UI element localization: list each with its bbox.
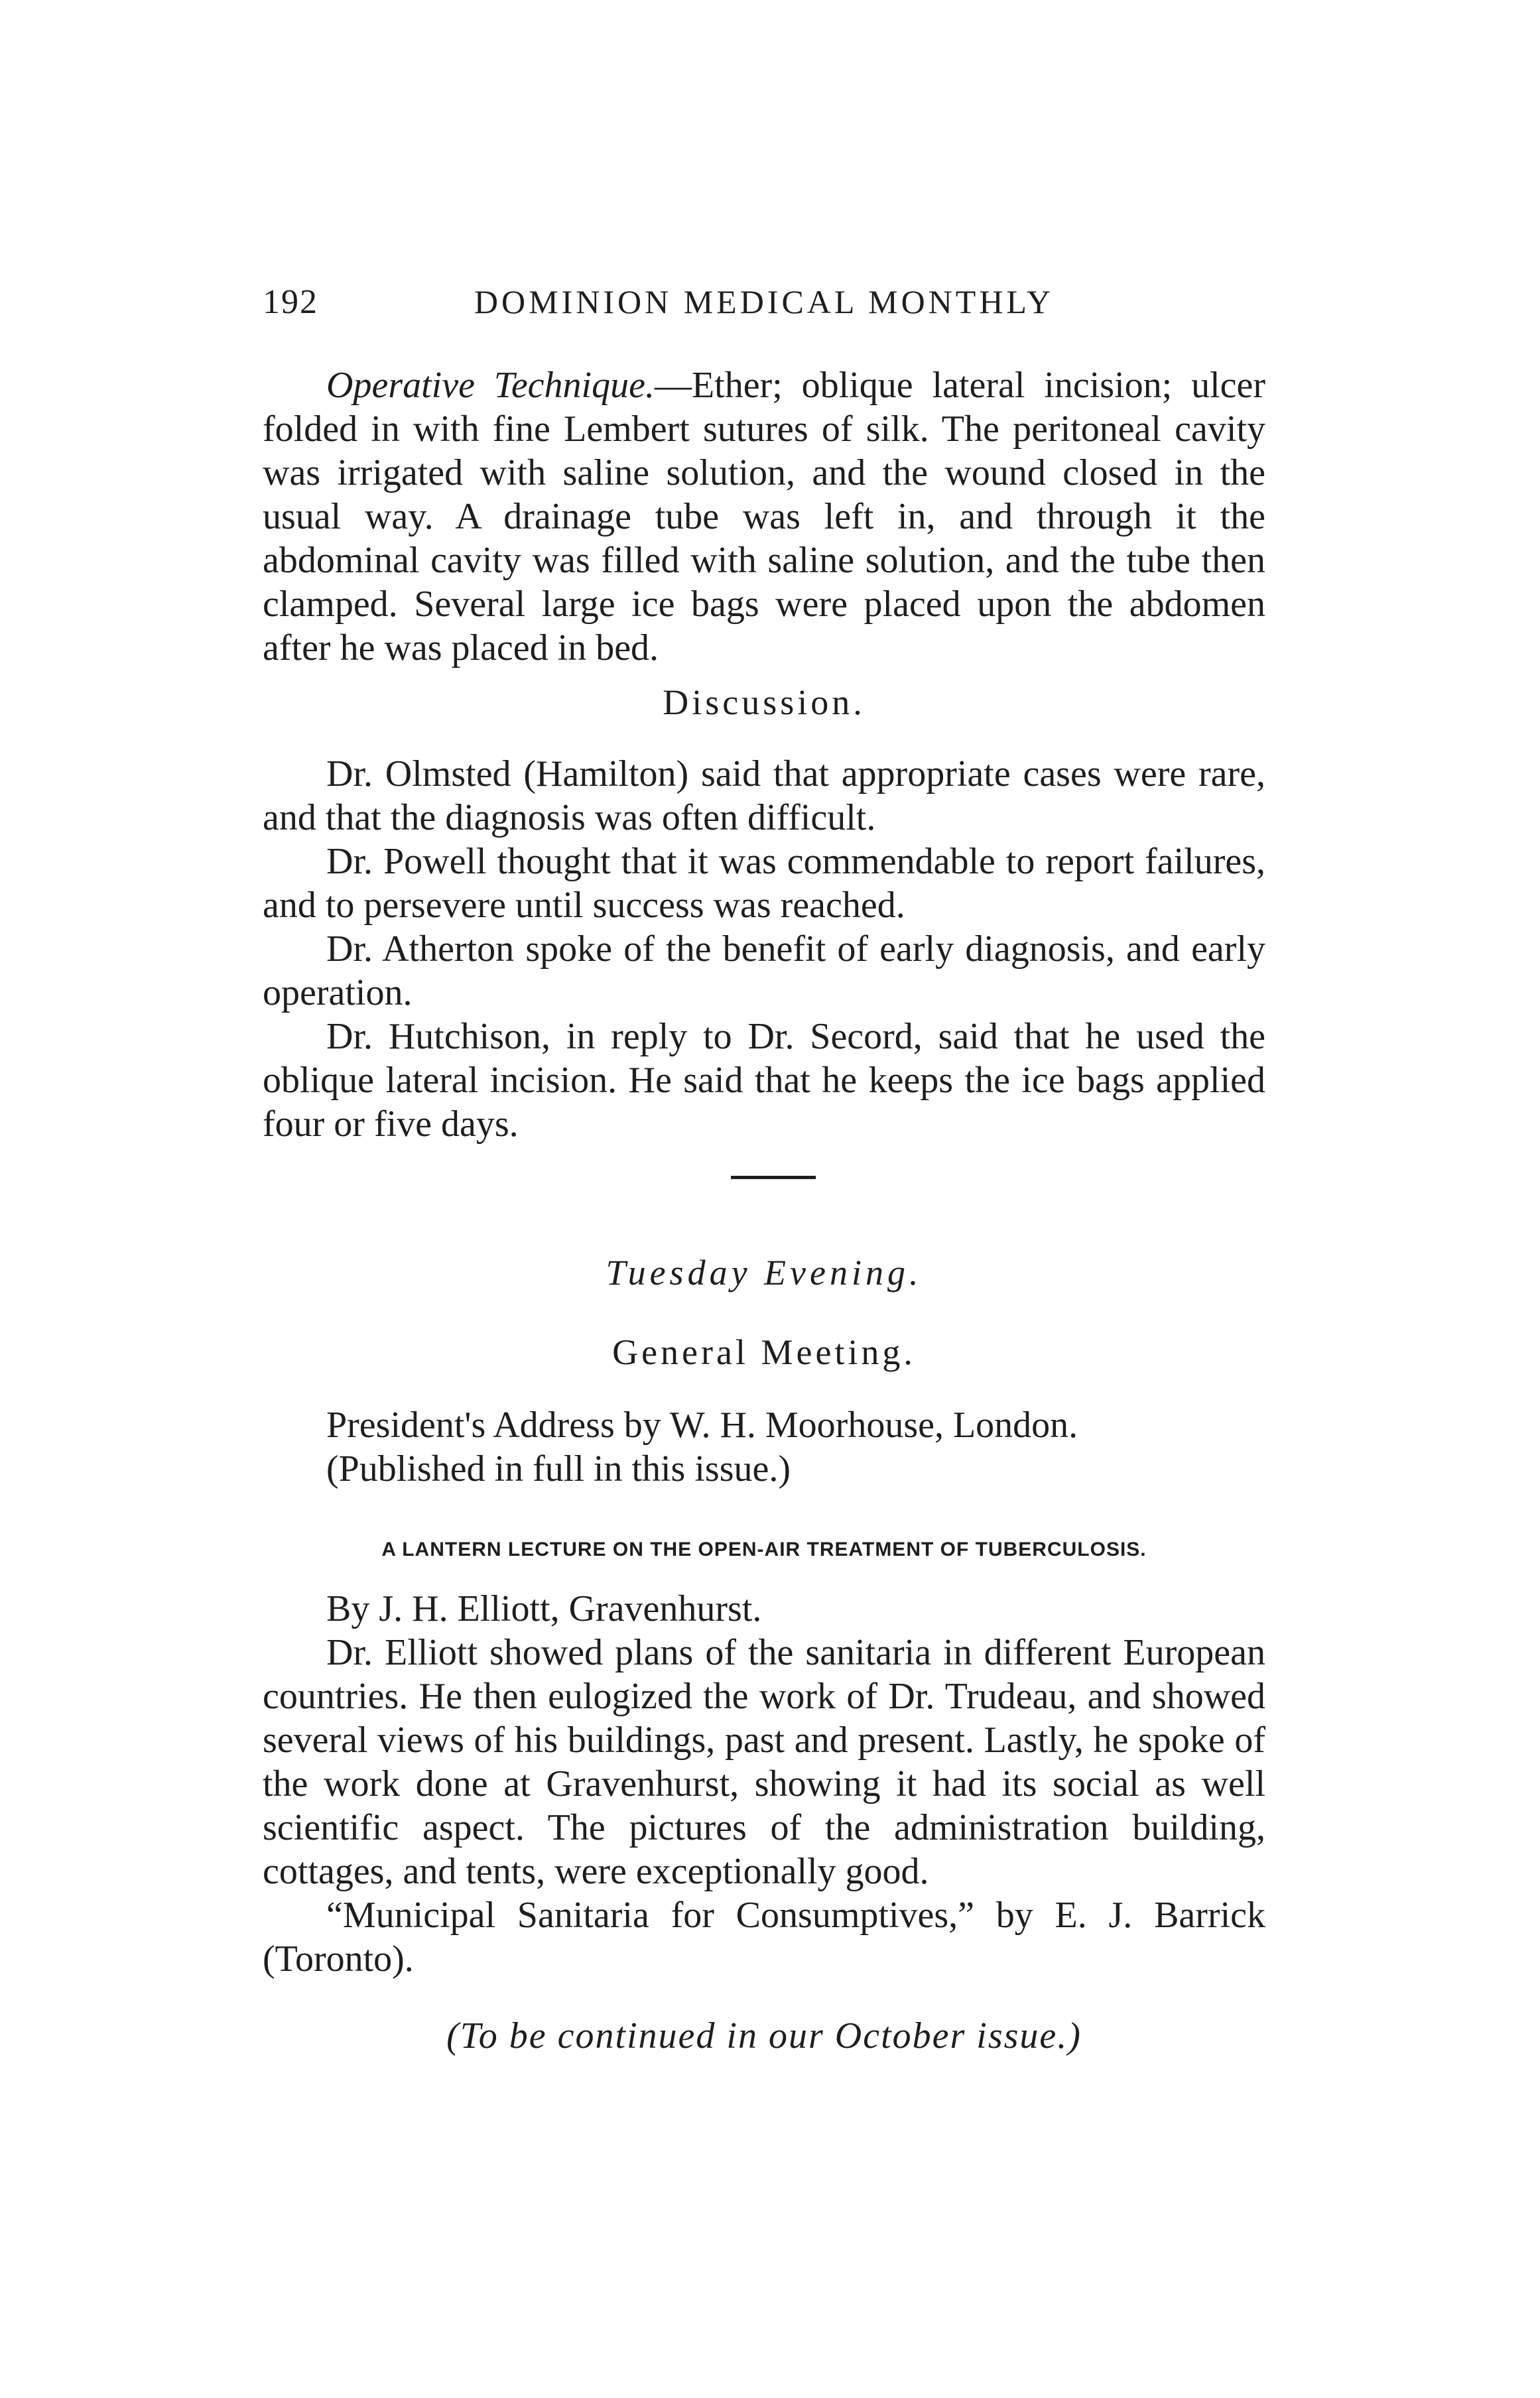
operative-technique-paragraph [263, 363, 1265, 670]
session-heading: Tuesday Evening. [606, 1253, 923, 1293]
presidents-address-line: President's Address by W. H. Moorhouse, London. [326, 1405, 1078, 1446]
operative-technique-label: Operative Technique. [326, 365, 655, 406]
discussion-paragraph-olmsted: Dr. Olmsted (Hamilton) said that appropriate cases were rare, and that the diagnosis was often difficult. [263, 753, 1265, 838]
discussion-paragraph-atherton: Dr. Atherton spoke of the benefit of early diagnosis, and early operation. [263, 928, 1265, 1013]
meeting-heading: General Meeting. [612, 1332, 916, 1372]
lecture-byline: By J. H. Elliott, Gravenhurst. [326, 1588, 762, 1629]
continued-note: (To be continued in our October issue.) [446, 2015, 1082, 2056]
presidents-address-section [263, 1403, 1265, 1491]
lecture-section [263, 1587, 1265, 1981]
lecture-paragraph-elliott: Dr. Elliott showed plans of the sanitaria in different European countries. He then eulogized the work of Dr. Trudeau, and showed several views of his buildings, past and present. Lastly, he spoke of the work done at Gravenhurst, showing it had its social as well scientific aspect. The pictures of the administration building, cottages, and tents, were exceptionally good. [263, 1632, 1265, 1892]
published-note: (Published in full in this issue.) [326, 1448, 791, 1489]
section-divider [731, 1176, 816, 1179]
discussion-heading: Discussion. [663, 682, 866, 722]
page-header [263, 283, 1265, 329]
operative-technique-section [263, 363, 1265, 670]
discussion-paragraph-hutchison: Dr. Hutchison, in reply to Dr. Secord, said that he used the oblique lateral incision. He said that he keeps the ice bags applied four or five days. [263, 1016, 1265, 1145]
discussion-paragraph-powell: Dr. Powell thought that it was commendable to report failures, and to persevere until success was reached. [263, 841, 1265, 926]
lecture-title: A LANTERN LECTURE ON THE OPEN-AIR TREATMENT OF TUBERCULOSIS. [381, 1539, 1147, 1560]
running-head: DOMINION MEDICAL MONTHLY [474, 283, 1055, 320]
operative-technique-text: —Ether; oblique lateral incision; ulcer folded in with fine Lembert sutures of silk. The peritoneal cavity was irrigated with saline solution, and the wound closed in the usual way. A drainage tube was left in, and through it the abdominal cavity was filled with saline solution, and the tube then clamped. Several large ice bags were placed upon the abdomen after he was placed in bed. [263, 365, 1265, 668]
discussion-section [263, 752, 1265, 1146]
lecture-paragraph-barrick: “Municipal Sanitaria for Consumptives,” by E. J. Barrick (Toronto). [263, 1895, 1265, 1980]
page-number: 192 [263, 283, 318, 321]
